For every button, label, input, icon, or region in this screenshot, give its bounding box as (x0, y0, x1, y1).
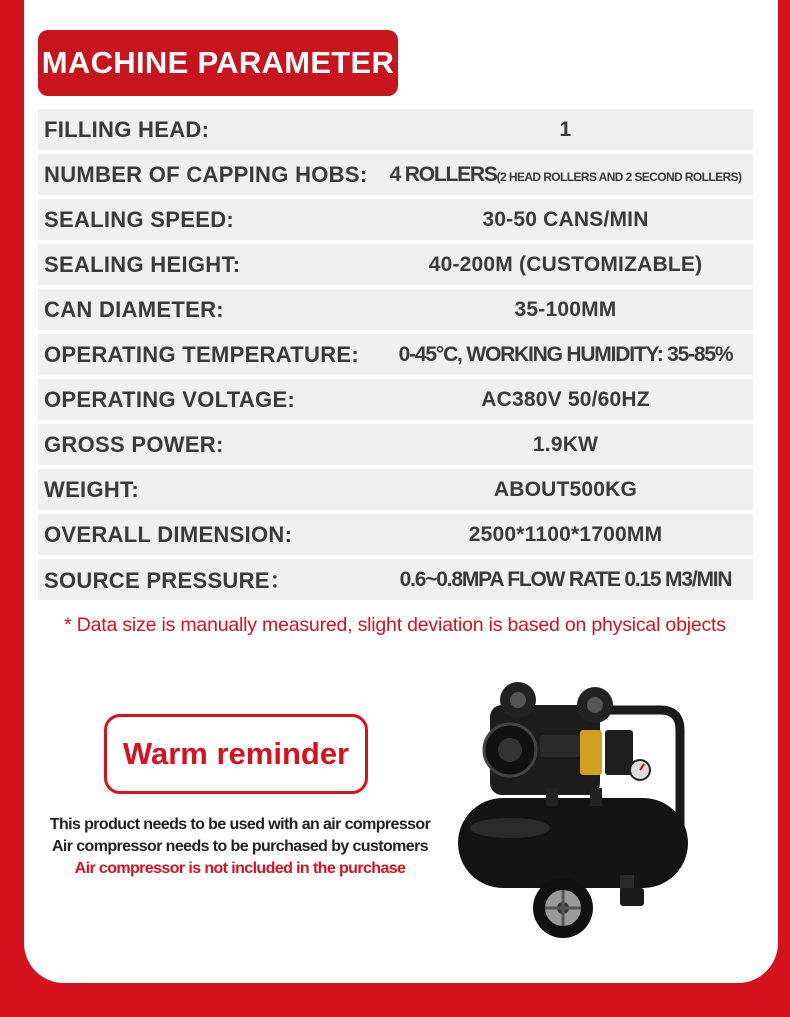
param-row-overall-dimension (38, 514, 753, 559)
param-label: OPERATING TEMPERATURE: (44, 341, 360, 367)
param-row-source-pressure (38, 559, 753, 604)
param-value: ABOUT500KG (493, 477, 638, 501)
param-label: SEALING SPEED: (44, 206, 235, 232)
param-value: 40-200M (CUSTOMIZABLE) (428, 252, 703, 276)
reminder-text (30, 814, 450, 880)
param-row-sealing-height (38, 244, 753, 289)
reminder-line-2: Air compressor needs to be purchased by customers (51, 838, 429, 855)
param-row-weight (38, 469, 753, 514)
param-value-main: 4 ROLLERS (389, 162, 497, 186)
param-label: OPERATING VOLTAGE: (44, 386, 296, 412)
param-row-sealing-speed (38, 199, 753, 244)
param-label: SOURCE PRESSURE： (44, 568, 293, 593)
param-label: GROSS POWER: (44, 431, 224, 457)
param-row-can-diameter (38, 289, 753, 334)
param-value: 0.6~0.8MPA FLOW RATE 0.15 M3/MIN (399, 567, 732, 591)
param-label: CAN DIAMETER: (44, 296, 224, 322)
param-value: 2500*1100*1700MM (468, 522, 663, 546)
measurement-disclaimer: * Data size is manually measured, slight deviation is based on physical objects (64, 614, 726, 636)
section-title-badge (38, 30, 398, 96)
param-value: 0-45°C, WORKING HUMIDITY: 35-85% (398, 342, 733, 366)
param-row-capping-hobs (38, 154, 753, 199)
param-value-note: (2 HEAD ROLLERS AND 2 SECOND ROLLERS) (496, 169, 742, 184)
parameter-table (38, 109, 753, 604)
section-title: MACHINE PARAMETER (41, 45, 395, 80)
param-label: OVERALL DIMENSION: (44, 521, 293, 547)
param-row-operating-temperature (38, 334, 753, 379)
param-value: 35-100MM (514, 297, 617, 321)
param-value (378, 163, 753, 187)
reminder-line-1: This product needs to be used with an air compressor (49, 816, 431, 833)
warm-reminder-badge (104, 714, 368, 794)
param-value: AC380V 50/60HZ (481, 387, 650, 411)
param-row-filling-head (38, 109, 753, 154)
param-value: 30-50 CANS/MIN (482, 207, 649, 231)
param-label: FILLING HEAD: (44, 116, 210, 142)
param-label: NUMBER OF CAPPING HOBS: (44, 161, 368, 187)
param-row-gross-power (38, 424, 753, 469)
param-value: 1.9KW (532, 432, 599, 456)
param-label: SEALING HEIGHT: (44, 251, 241, 277)
param-label: WEIGHT: (44, 476, 139, 502)
reminder-line-3: Air compressor is not included in the purchase (74, 860, 406, 877)
warm-reminder-title: Warm reminder (122, 736, 350, 771)
param-value: 1 (559, 117, 572, 141)
air-compressor-image (450, 680, 700, 945)
param-row-operating-voltage (38, 379, 753, 424)
